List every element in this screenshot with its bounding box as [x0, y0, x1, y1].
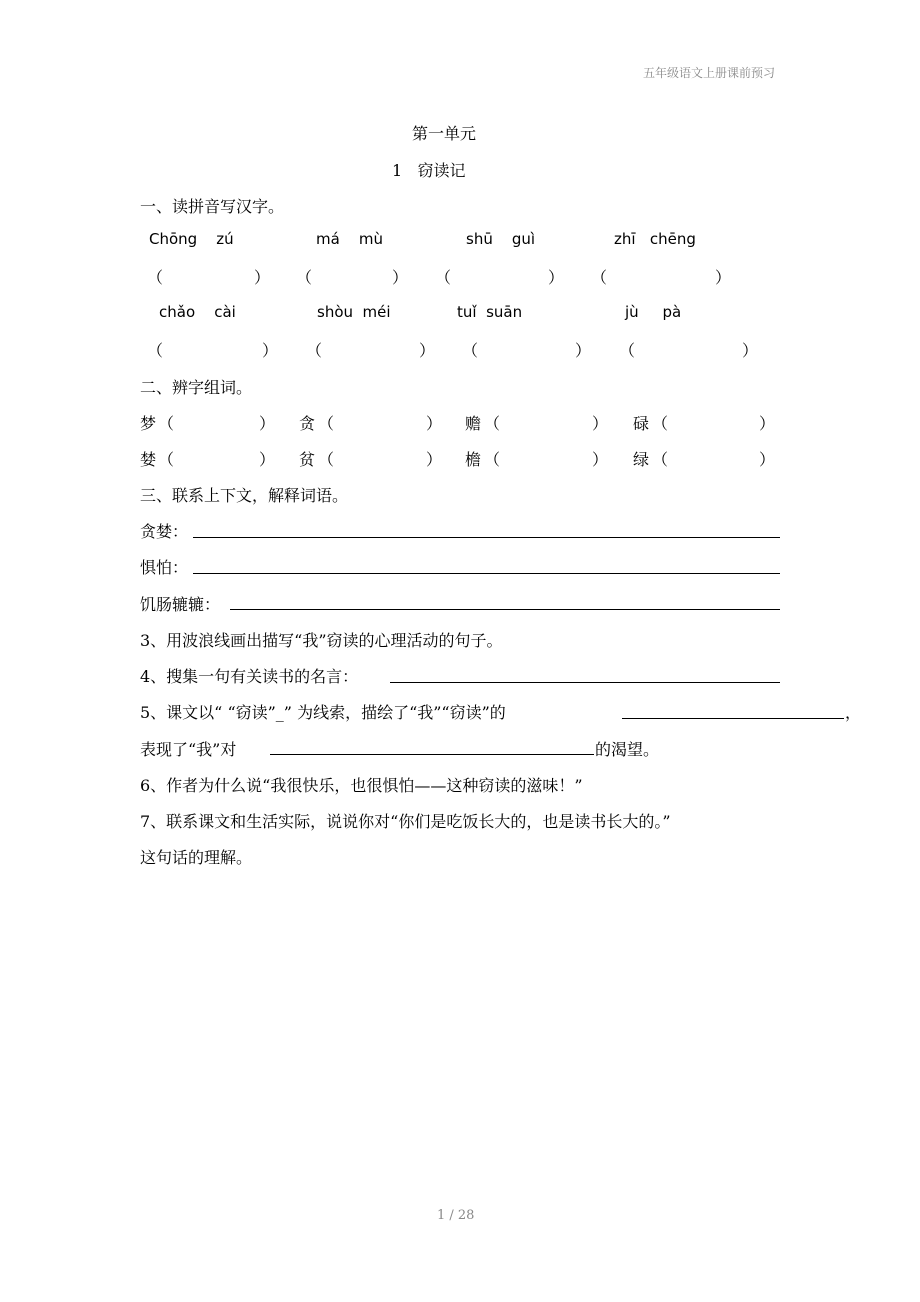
answer-line [193, 573, 780, 574]
answer-paren-close: ） [392, 268, 409, 287]
page-number: 1 / 28 [437, 1208, 475, 1223]
answer-paren-open: （ [318, 414, 335, 433]
term-label: 惧怕： [140, 558, 189, 577]
section3-heading: 三、联系上下文，解释词语。 [140, 486, 349, 505]
question-5-comma: ， [845, 703, 862, 722]
answer-paren-open: （ [484, 414, 501, 433]
term-label: 饥肠辘辘： [140, 595, 221, 614]
unit-title: 第一单元 [412, 124, 477, 143]
char-item: 碌 [633, 414, 650, 433]
pinyin-item: chǎo cài [159, 303, 236, 321]
question-7-line1: 7、联系课文和生活实际，说说你对“你们是吃饭长大的，也是读书长大的。” [140, 812, 671, 831]
pinyin-item: Chōng zú [149, 230, 234, 248]
answer-line [270, 754, 594, 755]
lesson-title: 1 窃读记 [392, 161, 466, 180]
answer-paren-close: ） [548, 268, 565, 287]
pinyin-item: zhī chēng [614, 230, 696, 248]
answer-line [390, 682, 780, 683]
section2-heading: 二、辨字组词。 [140, 378, 253, 397]
answer-paren-open: （ [591, 268, 608, 287]
answer-paren-close: ） [259, 450, 276, 469]
pinyin-item: shòu méi [317, 303, 391, 321]
answer-paren-close: ） [575, 341, 592, 360]
question-6: 6、作者为什么说“我很快乐，也很惧怕——这种窃读的滋味！” [140, 776, 583, 795]
question-5-part2: 表现了“我”对 [140, 740, 237, 759]
answer-paren-open: （ [306, 341, 323, 360]
answer-line [193, 537, 780, 538]
answer-paren-close: ） [259, 414, 276, 433]
answer-paren-close: ） [262, 341, 279, 360]
char-item: 贫 [299, 450, 316, 469]
answer-paren-open: （ [158, 450, 175, 469]
answer-paren-close: ） [759, 450, 776, 469]
answer-paren-close: ） [715, 268, 732, 287]
section1-heading: 一、读拼音写汉字。 [140, 197, 285, 216]
answer-paren-open: （ [147, 268, 164, 287]
answer-paren-close: ） [759, 414, 776, 433]
answer-paren-close: ） [592, 450, 609, 469]
char-item: 贪 [299, 414, 316, 433]
answer-paren-open: （ [484, 450, 501, 469]
char-item: 赡 [465, 414, 482, 433]
answer-paren-open: （ [147, 341, 164, 360]
answer-paren-open: （ [435, 268, 452, 287]
answer-paren-close: ） [419, 341, 436, 360]
answer-paren-open: （ [318, 450, 335, 469]
answer-line [622, 718, 844, 719]
answer-paren-open: （ [619, 341, 636, 360]
question-3: 3、用波浪线画出描写“我”窃读的心理活动的句子。 [140, 631, 503, 650]
term-label: 贪婪： [140, 522, 189, 541]
char-item: 婪 [140, 450, 157, 469]
answer-paren-open: （ [652, 414, 669, 433]
pinyin-item: má mù [316, 230, 383, 248]
answer-paren-close: ） [592, 414, 609, 433]
question-5-part1: 5、课文以“ “窃读”_” 为线索，描绘了“我”“窃读”的 [140, 703, 506, 722]
answer-paren-open: （ [652, 450, 669, 469]
answer-paren-close: ） [426, 450, 443, 469]
answer-paren-open: （ [462, 341, 479, 360]
answer-paren-open: （ [158, 414, 175, 433]
char-item: 檐 [465, 450, 482, 469]
pinyin-item: shū guì [466, 230, 536, 248]
page-header: 五年级语文上册课前预习 [643, 66, 776, 80]
pinyin-item: tuǐ suān [457, 303, 523, 321]
char-item: 绿 [633, 450, 650, 469]
answer-paren-open: （ [296, 268, 313, 287]
pinyin-item: jù pà [625, 303, 682, 321]
answer-paren-close: ） [426, 414, 443, 433]
question-5-part3: 的渴望。 [595, 740, 660, 759]
answer-line [230, 609, 780, 610]
char-item: 梦 [140, 414, 157, 433]
question-7-line2: 这句话的理解。 [140, 848, 253, 867]
question-4: 4、搜集一句有关读书的名言： [140, 667, 359, 686]
answer-paren-close: ） [254, 268, 271, 287]
answer-paren-close: ） [742, 341, 759, 360]
